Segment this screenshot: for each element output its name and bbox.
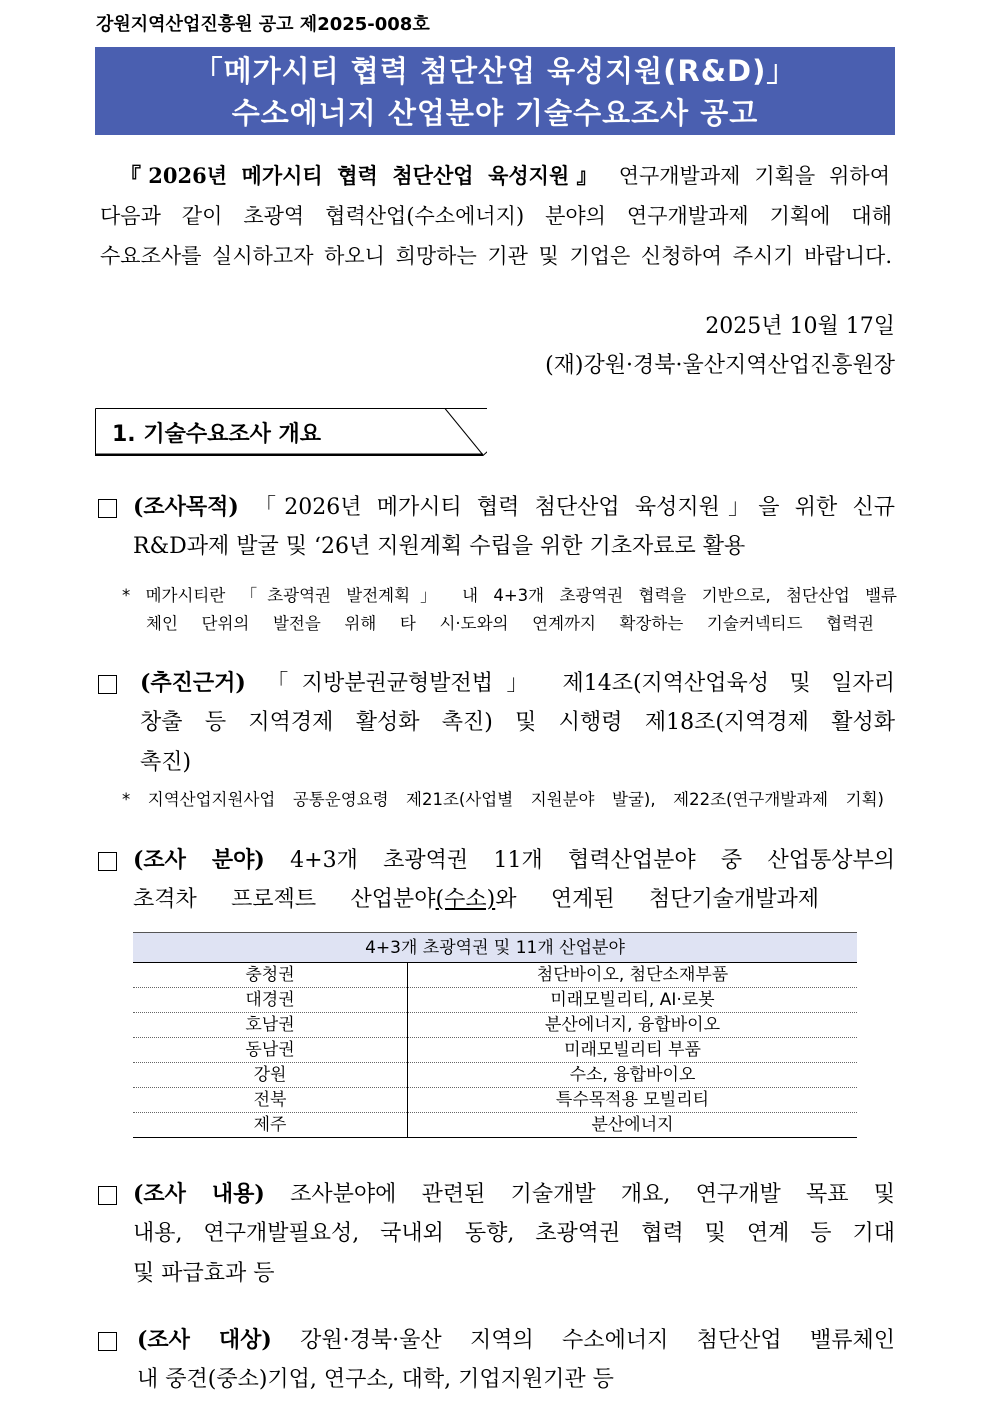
industry-cell: 미래모빌리티 부품: [408, 1038, 858, 1063]
content-text-1: 조사분야에 관련된 기술개발 개요, 연구개발 목표 및: [290, 1182, 895, 1207]
purpose-label: (조사목적): [133, 494, 239, 520]
purpose-note-2: 체인 단위의 발전을 위해 타 시·도와의 연계까지 확장하는 기술커넥티드 협력권: [146, 614, 874, 633]
content-checkbox: [98, 1186, 117, 1205]
section-1-header: [95, 408, 487, 456]
region-cell: 강원: [133, 1063, 408, 1088]
industry-cell: 분산에너지: [408, 1113, 858, 1138]
target-line-1: [137, 1320, 895, 1361]
target-line-2: 내 중견(중소)기업, 연구소, 대학, 기업지원기관 등: [137, 1367, 614, 1392]
region-cell: 전북: [133, 1088, 408, 1113]
content-label: (조사 내용): [133, 1181, 265, 1207]
content-line-2: 내용, 연구개발필요성, 국내외 동향, 초광역권 협력 및 연계 등 기대: [133, 1221, 895, 1246]
table-body: [133, 963, 857, 1138]
table-row: [133, 963, 857, 988]
basis-line-2: 창출 등 지역경제 활성화 촉진) 및 시행령 제18조(지역경제 활성화: [140, 710, 895, 735]
field-line-2: [133, 880, 819, 920]
title-banner: [95, 47, 895, 135]
purpose-checkbox: [98, 499, 117, 518]
intro-program-name: 『2026년 메가시티 협력 첨단산업 육성지원』: [120, 163, 605, 188]
table-row: [133, 1063, 857, 1088]
basis-line-3: 촉진): [140, 750, 192, 775]
field-checkbox: [98, 852, 117, 871]
notice-number: 강원지역산업진흥원 공고 제2025-008호: [96, 14, 430, 35]
basis-text-1: 「지방분권균형발전법」 제14조(지역산업육성 및 일자리: [266, 671, 895, 696]
intro-line-1: [120, 157, 890, 195]
target-text-1: 강원·경북·울산 지역의 수소에너지 첨단산업 밸류체인: [300, 1328, 895, 1353]
title-line-2: 수소에너지 산업분야 기술수요조사 공고: [231, 96, 759, 130]
section-1-title: 1. 기술수요조사 개요: [112, 422, 321, 447]
industry-cell: 첨단바이오, 첨단소재부품: [408, 963, 858, 988]
basis-label: (추진근거): [140, 670, 246, 696]
intro-line-2: 다음과 같이 초광역 협력산업(수소에너지) 분야의 연구개발과제 기획에 대해: [100, 204, 892, 228]
content-line-1: [133, 1174, 895, 1215]
purpose-note-1: * 메가시티란 「초광역권 발전계획」 내 4+3개 초광역권 협력을 기반으로, 첨단산업 밸류: [122, 586, 897, 605]
basis-line-1: [140, 663, 895, 704]
target-checkbox: [98, 1332, 117, 1351]
target-label: (조사 대상): [137, 1327, 272, 1353]
purpose-line-2: R&D과제 발굴 및 ‘26년 지원계획 수립을 위한 기초자료로 활용: [133, 534, 746, 559]
table-row: [133, 988, 857, 1013]
intro-line-3: 수요조사를 실시하고자 하오니 희망하는 기관 및 기업은 신청하여 주시기 바랍니다.: [100, 244, 892, 268]
field-text-2a: 초격차 프로젝트 산업분야: [133, 887, 436, 912]
table-header: 4+3개 초광역권 및 11개 산업분야: [133, 933, 857, 963]
industry-cell: 특수목적용 모빌리티: [408, 1088, 858, 1113]
purpose-line-1: [133, 487, 895, 528]
region-cell: 호남권: [133, 1013, 408, 1038]
region-cell: 제주: [133, 1113, 408, 1138]
region-cell: 대경권: [133, 988, 408, 1013]
region-industry-table: [133, 932, 857, 1138]
industry-cell: 분산에너지, 융합바이오: [408, 1013, 858, 1038]
industry-cell: 수소, 융합바이오: [408, 1063, 858, 1088]
issuer-name: (재)강원·경북·울산지역산업진흥원장: [545, 353, 895, 378]
basis-note: * 지역산업지원사업 공통운영요령 제21조(사업별 지원분야 발굴), 제22조(연구개발과제 기획): [122, 790, 884, 809]
field-text-2b: 와 연계된 첨단기술개발과제: [495, 887, 820, 912]
table-row: [133, 1013, 857, 1038]
region-cell: 동남권: [133, 1038, 408, 1063]
field-hydrogen-underlined: (수소): [435, 887, 496, 912]
table-row: [133, 1038, 857, 1063]
table-row: [133, 1088, 857, 1113]
intro-line-1-rest: 연구개발과제 기획을 위하여: [618, 164, 890, 188]
industry-cell: 미래모빌리티, AI·로봇: [408, 988, 858, 1013]
purpose-text-1: 「2026년 메가시티 협력 첨단산업 육성지원」을 위한 신규: [254, 495, 895, 520]
field-label: (조사 분야): [133, 847, 265, 873]
basis-checkbox: [98, 675, 117, 694]
notice-date: 2025년 10월 17일: [705, 314, 895, 339]
region-cell: 충청권: [133, 963, 408, 988]
field-line-1: [133, 840, 895, 881]
table-row: [133, 1113, 857, 1138]
content-line-3: 및 파급효과 등: [133, 1261, 275, 1286]
field-text-1: 4+3개 초광역권 11개 협력산업분야 중 산업통상부의: [290, 848, 895, 873]
title-line-1: 「메가시티 협력 첨단산업 육성지원(R&D)」: [193, 54, 797, 88]
